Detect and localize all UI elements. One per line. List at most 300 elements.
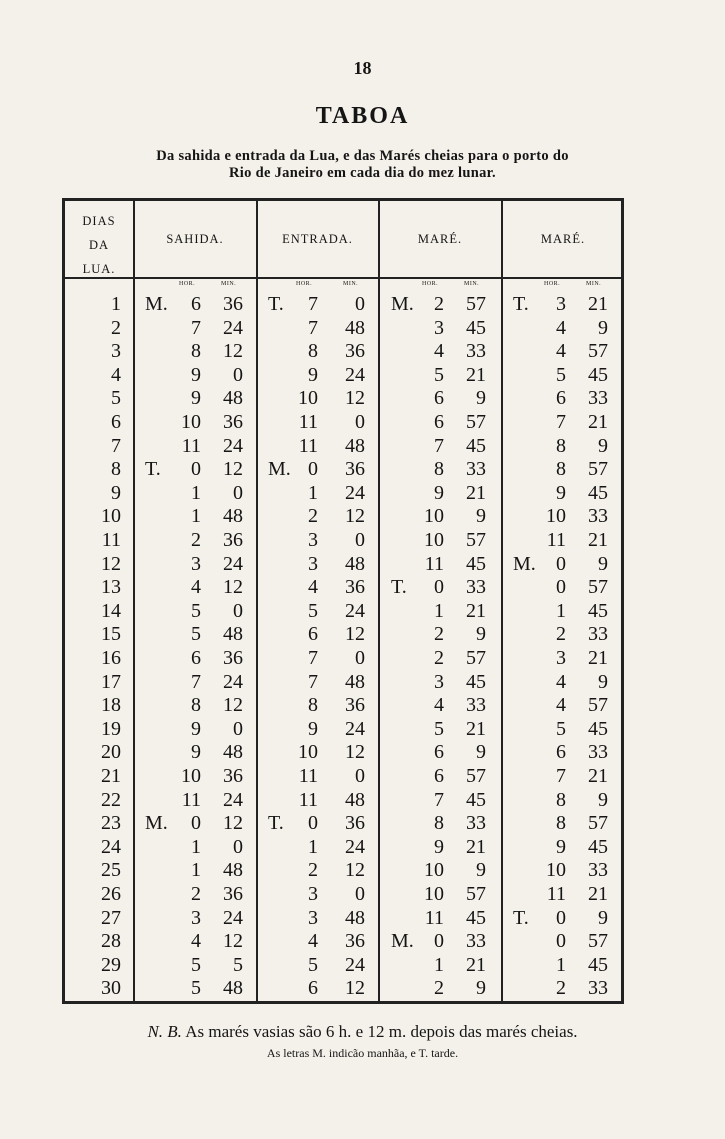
- minute-cell: 36: [223, 411, 243, 433]
- minute-cell: 9: [476, 505, 486, 528]
- minute-cell: 48: [345, 434, 365, 457]
- minute-cell: 9: [598, 670, 608, 693]
- header-dias: DIAS: [82, 214, 116, 228]
- hour-cell: 8: [556, 812, 566, 835]
- period-prefix: T.: [268, 293, 284, 315]
- minute-cell: 48: [345, 788, 365, 811]
- minute-cell: 57: [588, 340, 608, 363]
- hour-cell: 6: [308, 977, 318, 1000]
- day-cell: 30: [101, 977, 121, 1000]
- table-row: [65, 553, 621, 577]
- hour-cell: 8: [556, 434, 566, 457]
- hour-cell: 5: [556, 363, 566, 386]
- header-mare-1: MARÉ.: [417, 231, 463, 246]
- hour-cell: 10: [298, 387, 318, 410]
- minute-cell: 9: [598, 434, 608, 457]
- minute-cell: 21: [466, 953, 486, 976]
- table-title: TABOA: [315, 103, 410, 129]
- hour-cell: 9: [308, 363, 318, 386]
- minute-cell: 12: [345, 387, 365, 410]
- minute-cell: 12: [223, 458, 243, 481]
- hour-cell: 5: [191, 599, 201, 622]
- minute-cell: 21: [588, 293, 608, 315]
- hour-cell: 9: [434, 835, 444, 858]
- hour-cell: 3: [434, 316, 444, 339]
- table-row: [65, 859, 621, 883]
- day-cell: 24: [101, 835, 121, 858]
- header-dias-da-lua: [65, 209, 133, 281]
- minute-cell: 33: [466, 694, 486, 717]
- day-cell: 27: [101, 906, 121, 929]
- header-divider: [65, 277, 621, 279]
- hour-cell: 7: [308, 293, 318, 315]
- hour-cell: 0: [191, 458, 201, 481]
- table-row: [65, 529, 621, 553]
- unit-min-label: MIN.: [464, 281, 480, 287]
- table-row: [65, 718, 621, 742]
- day-cell: 19: [101, 717, 121, 740]
- minute-cell: 9: [598, 906, 608, 929]
- hour-cell: 11: [298, 411, 318, 433]
- hour-cell: 0: [556, 906, 566, 929]
- table-row: [65, 340, 621, 364]
- minute-cell: 9: [598, 316, 608, 339]
- hour-cell: 0: [556, 552, 566, 575]
- minute-cell: 21: [588, 765, 608, 787]
- hour-cell: 6: [308, 623, 318, 646]
- table-row: [65, 671, 621, 695]
- hour-cell: 1: [191, 481, 201, 504]
- hour-cell: 10: [546, 505, 566, 528]
- hour-cell: 11: [546, 883, 566, 905]
- minute-cell: 33: [588, 623, 608, 646]
- day-cell: 5: [111, 387, 121, 410]
- day-cell: 14: [101, 599, 121, 622]
- hour-cell: 0: [556, 576, 566, 599]
- header-lua: LUA.: [82, 262, 116, 276]
- hour-cell: 10: [424, 529, 444, 551]
- day-cell: 9: [111, 481, 121, 504]
- hour-cell: 6: [191, 293, 201, 315]
- minute-cell: 0: [355, 411, 365, 433]
- minute-cell: 36: [345, 930, 365, 953]
- hour-cell: 4: [191, 930, 201, 953]
- hour-cell: 2: [556, 623, 566, 646]
- period-prefix: T.: [268, 812, 284, 835]
- minute-cell: 12: [223, 694, 243, 717]
- minute-cell: 21: [588, 647, 608, 669]
- minute-cell: 33: [588, 741, 608, 764]
- minute-cell: 45: [466, 434, 486, 457]
- hour-cell: 1: [434, 953, 444, 976]
- minute-cell: 24: [345, 953, 365, 976]
- hour-cell: 1: [308, 835, 318, 858]
- hour-cell: 0: [308, 458, 318, 481]
- day-cell: 29: [101, 953, 121, 976]
- minute-cell: 24: [345, 363, 365, 386]
- period-prefix: T.: [513, 293, 529, 315]
- table-row: [65, 741, 621, 765]
- hour-cell: 0: [191, 812, 201, 835]
- minute-cell: 36: [345, 694, 365, 717]
- period-prefix: M.: [268, 458, 291, 481]
- hour-cell: 2: [434, 293, 444, 315]
- minute-cell: 24: [345, 481, 365, 504]
- table-row: [65, 293, 621, 317]
- table-row: [65, 411, 621, 435]
- hour-cell: 4: [308, 576, 318, 599]
- hour-cell: 6: [434, 741, 444, 764]
- minute-cell: 57: [588, 812, 608, 835]
- hour-cell: 3: [556, 293, 566, 315]
- hour-cell: 8: [556, 788, 566, 811]
- minute-cell: 45: [466, 316, 486, 339]
- unit-hor-label: HOR.: [296, 281, 313, 287]
- footnote: [0, 1022, 725, 1042]
- hour-cell: 9: [191, 741, 201, 764]
- footnote-label: N. B.: [147, 1022, 182, 1041]
- minute-cell: 33: [466, 458, 486, 481]
- day-cell: 18: [101, 694, 121, 717]
- header-entrada: ENTRADA.: [282, 231, 353, 246]
- minute-cell: 21: [588, 411, 608, 433]
- minute-cell: 33: [466, 930, 486, 953]
- minute-cell: 48: [223, 859, 243, 882]
- day-cell: 26: [101, 883, 121, 905]
- hour-cell: 3: [434, 670, 444, 693]
- table-row: [65, 505, 621, 529]
- minute-cell: 48: [345, 552, 365, 575]
- hour-cell: 6: [434, 765, 444, 787]
- minute-cell: 45: [466, 788, 486, 811]
- hour-cell: 0: [434, 930, 444, 953]
- minute-cell: 12: [345, 623, 365, 646]
- hour-cell: 6: [434, 411, 444, 433]
- hour-cell: 5: [308, 599, 318, 622]
- table-row: [65, 977, 621, 1001]
- minute-cell: 12: [345, 977, 365, 1000]
- moon-tide-table: [62, 198, 624, 1004]
- header-mare-2: MARÉ.: [540, 231, 586, 246]
- hour-cell: 9: [191, 363, 201, 386]
- table-row: [65, 576, 621, 600]
- minute-cell: 45: [588, 835, 608, 858]
- unit-hor-label: HOR.: [422, 281, 439, 287]
- day-cell: 10: [101, 505, 121, 528]
- minute-cell: 57: [466, 293, 486, 315]
- header-sahida: SAHIDA.: [166, 231, 224, 246]
- hour-cell: 3: [308, 529, 318, 551]
- table-row: [65, 364, 621, 388]
- table-row: [65, 387, 621, 411]
- minute-cell: 36: [223, 293, 243, 315]
- hour-cell: 5: [434, 363, 444, 386]
- hour-cell: 5: [191, 977, 201, 1000]
- minute-cell: 36: [345, 340, 365, 363]
- period-prefix: M.: [391, 293, 414, 315]
- table-row: [65, 930, 621, 954]
- hour-cell: 4: [434, 694, 444, 717]
- minute-cell: 24: [223, 670, 243, 693]
- hour-cell: 5: [191, 623, 201, 646]
- hour-cell: 7: [556, 411, 566, 433]
- day-cell: 6: [111, 411, 121, 433]
- hour-cell: 0: [556, 930, 566, 953]
- minute-cell: 48: [345, 906, 365, 929]
- hour-cell: 7: [308, 670, 318, 693]
- table-row: [65, 907, 621, 931]
- hour-cell: 4: [434, 340, 444, 363]
- minute-cell: 12: [223, 812, 243, 835]
- hour-cell: 0: [434, 576, 444, 599]
- minute-cell: 33: [588, 387, 608, 410]
- hour-cell: 6: [191, 647, 201, 669]
- minute-cell: 24: [345, 599, 365, 622]
- minute-cell: 36: [223, 765, 243, 787]
- minute-cell: 0: [233, 481, 243, 504]
- minute-cell: 33: [588, 505, 608, 528]
- hour-cell: 7: [434, 434, 444, 457]
- page-number: 18: [353, 58, 372, 78]
- minute-cell: 0: [355, 293, 365, 315]
- minute-cell: 24: [223, 552, 243, 575]
- hour-cell: 5: [191, 953, 201, 976]
- hour-cell: 11: [546, 529, 566, 551]
- period-prefix: M.: [145, 812, 168, 835]
- minute-cell: 36: [345, 576, 365, 599]
- hour-cell: 3: [308, 906, 318, 929]
- minute-cell: 0: [233, 363, 243, 386]
- hour-cell: 2: [308, 505, 318, 528]
- minute-cell: 24: [223, 906, 243, 929]
- minute-cell: 0: [355, 647, 365, 669]
- minute-cell: 9: [476, 741, 486, 764]
- minute-cell: 33: [466, 812, 486, 835]
- period-prefix: M.: [513, 552, 536, 575]
- table-row: [65, 647, 621, 671]
- hour-cell: 8: [308, 340, 318, 363]
- day-cell: 22: [101, 788, 121, 811]
- hour-cell: 5: [556, 717, 566, 740]
- unit-hor-label: HOR.: [544, 281, 561, 287]
- minute-cell: 9: [598, 552, 608, 575]
- hour-cell: 10: [424, 859, 444, 882]
- table-row: [65, 954, 621, 978]
- hour-cell: 1: [434, 599, 444, 622]
- hour-cell: 7: [308, 316, 318, 339]
- minute-cell: 9: [476, 977, 486, 1000]
- hour-cell: 6: [556, 741, 566, 764]
- day-cell: 16: [101, 647, 121, 669]
- hour-cell: 3: [191, 906, 201, 929]
- minute-cell: 57: [466, 765, 486, 787]
- hour-cell: 2: [308, 859, 318, 882]
- minute-cell: 12: [345, 859, 365, 882]
- hour-cell: 10: [424, 505, 444, 528]
- minute-cell: 45: [466, 552, 486, 575]
- hour-cell: 2: [191, 883, 201, 905]
- hour-cell: 4: [191, 576, 201, 599]
- hour-cell: 2: [434, 647, 444, 669]
- day-cell: 21: [101, 765, 121, 787]
- hour-cell: 1: [191, 505, 201, 528]
- minute-cell: 12: [223, 576, 243, 599]
- hour-cell: 11: [424, 552, 444, 575]
- hour-cell: 9: [556, 481, 566, 504]
- hour-cell: 9: [308, 717, 318, 740]
- minute-cell: 21: [588, 529, 608, 551]
- hour-cell: 5: [434, 717, 444, 740]
- hour-cell: 1: [556, 953, 566, 976]
- footnote-text: As marés vasias são 6 h. e 12 m. depois das marés cheias.: [181, 1022, 578, 1041]
- hour-cell: 4: [308, 930, 318, 953]
- minute-cell: 57: [588, 930, 608, 953]
- hour-cell: 1: [191, 859, 201, 882]
- day-cell: 8: [111, 458, 121, 481]
- day-cell: 13: [101, 576, 121, 599]
- day-cell: 7: [111, 434, 121, 457]
- minute-cell: 48: [223, 623, 243, 646]
- hour-cell: 1: [308, 481, 318, 504]
- minute-cell: 36: [223, 529, 243, 551]
- minute-cell: 45: [588, 599, 608, 622]
- minute-cell: 33: [466, 576, 486, 599]
- minute-cell: 33: [466, 340, 486, 363]
- minute-cell: 24: [223, 316, 243, 339]
- hour-cell: 9: [191, 717, 201, 740]
- unit-hor-label: HOR.: [179, 281, 196, 287]
- hour-cell: 8: [556, 458, 566, 481]
- minute-cell: 0: [355, 883, 365, 905]
- minute-cell: 24: [345, 717, 365, 740]
- hour-cell: 11: [298, 765, 318, 787]
- day-cell: 17: [101, 670, 121, 693]
- table-row: [65, 883, 621, 907]
- minute-cell: 36: [223, 883, 243, 905]
- minute-cell: 45: [466, 670, 486, 693]
- minute-cell: 0: [355, 765, 365, 787]
- period-prefix: M.: [145, 293, 168, 315]
- minute-cell: 12: [345, 505, 365, 528]
- hour-cell: 7: [434, 788, 444, 811]
- minute-cell: 57: [588, 458, 608, 481]
- hour-cell: 4: [556, 670, 566, 693]
- period-prefix: T.: [513, 906, 529, 929]
- minute-cell: 45: [588, 717, 608, 740]
- minute-cell: 12: [223, 930, 243, 953]
- hour-cell: 3: [556, 647, 566, 669]
- table-row: [65, 435, 621, 459]
- minute-cell: 0: [233, 717, 243, 740]
- day-cell: 11: [101, 529, 121, 551]
- subtitle-line-1: Da sahida e entrada da Lua, e das Marés cheias para o porto do: [156, 148, 569, 164]
- day-cell: 20: [101, 741, 121, 764]
- day-cell: 2: [111, 316, 121, 339]
- minute-cell: 48: [223, 741, 243, 764]
- hour-cell: 7: [308, 647, 318, 669]
- hour-cell: 1: [556, 599, 566, 622]
- minute-cell: 9: [476, 387, 486, 410]
- minute-cell: 24: [223, 788, 243, 811]
- minute-cell: 48: [345, 670, 365, 693]
- hour-cell: 6: [556, 387, 566, 410]
- minute-cell: 0: [233, 835, 243, 858]
- minute-cell: 57: [466, 529, 486, 551]
- hour-cell: 8: [308, 694, 318, 717]
- hour-cell: 11: [181, 788, 201, 811]
- day-cell: 23: [101, 812, 121, 835]
- period-prefix: T.: [145, 458, 161, 481]
- hour-cell: 10: [181, 411, 201, 433]
- hour-cell: 10: [424, 883, 444, 905]
- minute-cell: 12: [345, 741, 365, 764]
- header-da: DA: [88, 238, 110, 252]
- day-cell: 4: [111, 363, 121, 386]
- minute-cell: 9: [476, 623, 486, 646]
- period-prefix: T.: [391, 576, 407, 599]
- table-row: [65, 600, 621, 624]
- minute-cell: 48: [223, 505, 243, 528]
- minute-cell: 57: [588, 694, 608, 717]
- minute-cell: 21: [466, 599, 486, 622]
- table-row: [65, 694, 621, 718]
- hour-cell: 4: [556, 694, 566, 717]
- hour-cell: 9: [191, 387, 201, 410]
- table-row: [65, 317, 621, 341]
- table-subtitle: [50, 148, 675, 182]
- minute-cell: 21: [466, 363, 486, 386]
- hour-cell: 10: [181, 765, 201, 787]
- minute-cell: 57: [588, 576, 608, 599]
- hour-cell: 11: [181, 434, 201, 457]
- hour-cell: 8: [191, 340, 201, 363]
- hour-cell: 3: [191, 552, 201, 575]
- minute-cell: 33: [588, 859, 608, 882]
- hour-cell: 5: [308, 953, 318, 976]
- minute-cell: 45: [588, 953, 608, 976]
- hour-cell: 0: [308, 812, 318, 835]
- hour-cell: 4: [556, 340, 566, 363]
- hour-cell: 2: [556, 977, 566, 1000]
- hour-cell: 7: [191, 670, 201, 693]
- day-cell: 12: [101, 552, 121, 575]
- day-cell: 1: [111, 293, 121, 315]
- minute-cell: 36: [345, 812, 365, 835]
- minute-cell: 36: [223, 647, 243, 669]
- minute-cell: 48: [223, 977, 243, 1000]
- day-cell: 28: [101, 930, 121, 953]
- minute-cell: 21: [466, 835, 486, 858]
- minute-cell: 21: [588, 883, 608, 905]
- hour-cell: 10: [298, 741, 318, 764]
- minute-cell: 5: [233, 953, 243, 976]
- minute-cell: 48: [345, 316, 365, 339]
- minute-cell: 45: [588, 481, 608, 504]
- table-row: [65, 765, 621, 789]
- hour-cell: 3: [308, 883, 318, 905]
- minute-cell: 0: [355, 529, 365, 551]
- hour-cell: 6: [434, 387, 444, 410]
- minute-cell: 57: [466, 411, 486, 433]
- minute-cell: 21: [466, 481, 486, 504]
- hour-cell: 4: [556, 316, 566, 339]
- minute-cell: 36: [345, 458, 365, 481]
- minute-cell: 57: [466, 647, 486, 669]
- table-row: [65, 458, 621, 482]
- hour-cell: 2: [191, 529, 201, 551]
- minute-cell: 24: [345, 835, 365, 858]
- minute-cell: 0: [233, 599, 243, 622]
